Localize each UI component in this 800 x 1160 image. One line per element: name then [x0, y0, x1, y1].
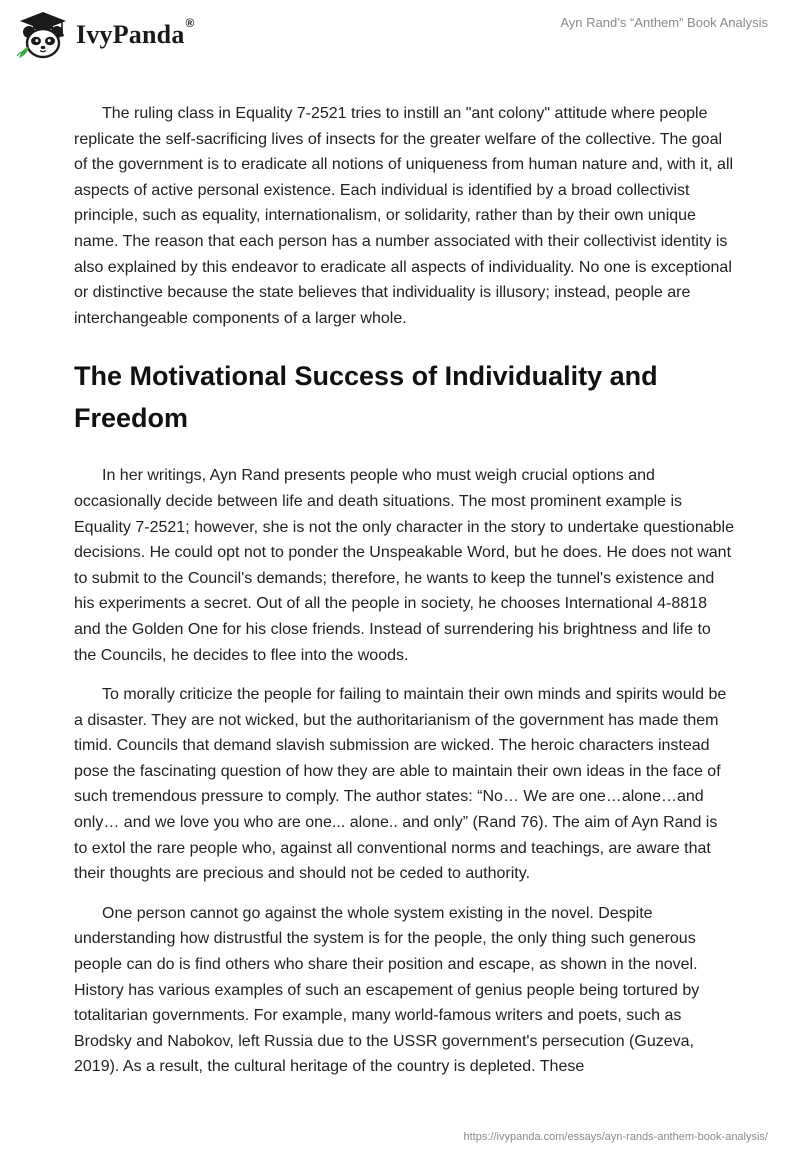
source-url[interactable]: https://ivypanda.com/essays/ayn-rands-anthem-book-analysis/: [463, 1131, 768, 1143]
ivypanda-logo[interactable]: [16, 10, 195, 60]
paragraph: The ruling class in Equality 7-2521 tries to instill an "ant colony" attitude where people replicate the self-sacrificing lives of insects for the greater welfare of the collective. The goal of the government is to eradicate all notions of uniqueness from human nature and, with it, all aspects of active personal existence. Each individual is identified by a broad collectivist principle, such as equality, internationalism, or solidarity, rather than by their own unique name. The reason that each person has a number associated with their collectivist identity is also explained by this endeavor to eradicate all aspects of individuality. No one is exceptional or distinctive because the state believes that individuality is illusory; instead, people are interchangeable components of a larger whole.: [74, 105, 734, 327]
paragraph: One person cannot go against the whole system existing in the novel. Despite understanding how distrustful the system is for the people, the only thing such generous people can do is find others who share their position and escape, as shown in the novel. History has various examples of such an escapement of genius people being tortured by totalitarian governments. For example, many world-famous writers and poets, such as Brodsky and Nabokov, left Russia due to the USSR government's persecution (Guzeva, 2019). As a result, the cultural heritage of the country is depleted. These: [74, 904, 700, 1076]
panda-graduate-icon: [16, 10, 70, 60]
logo-wordmark: IvyPanda®: [76, 16, 195, 49]
paragraph: In her writings, Ayn Rand presents people who must weigh crucial options and occasionally decide between life and death situations. The most prominent example is Equality 7-2521; however, she is not the only character in the story to undertake questionable decisions. He could opt not to ponder the Unspeakable Word, but he does. He does not want to submit to the Council's demands; therefore, he wants to keep the tunnel's existence and his experiments a secret. Out of all the people in society, he chooses International 4-8818 and the Golden One for his close friends. Instead of surrendering his brightness and life to the Councils, he decides to flee into the woods.: [74, 467, 734, 664]
article-body: [74, 101, 734, 1094]
section-heading: The Motivational Success of Individuality and Freedom: [74, 361, 658, 434]
document-title: Ayn Rand’s “Anthem” Book Analysis: [560, 15, 768, 30]
paragraph: To morally criticize the people for failing to maintain their own minds and spirits would be a disaster. They are not wicked, but the authoritarianism of the government has made them timid. Councils that demand slavish submission are wicked. The heroic characters instead pose the fascinating question of how they are able to maintain their own ideas in the face of such tremendous pressure to comply. The author states: “No… We are one…alone…and only… and we love you who are one... alone.. and only” (Rand 76). The aim of Ayn Rand is to extol the rare people who, against all conventional norms and teachings, are aware that their thoughts are precious and should not be ceded to authority.: [74, 686, 727, 883]
page-header: [0, 0, 800, 70]
